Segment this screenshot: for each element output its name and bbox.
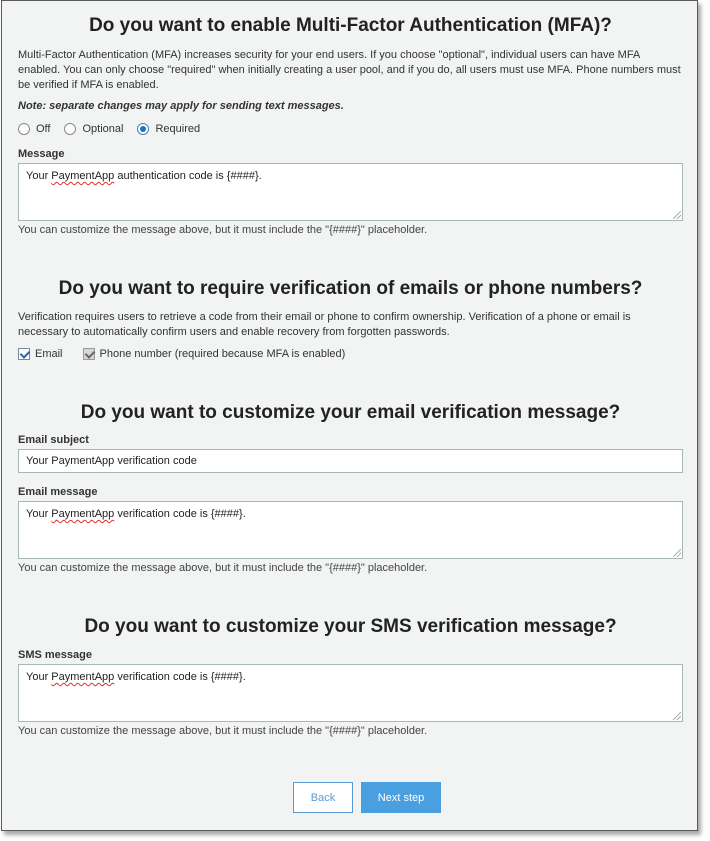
email-verification-section-title: Do you want to customize your email verification message? [80,402,621,423]
email-message-prefix: Your [26,508,52,520]
verify-email-checkbox[interactable] [18,348,30,360]
mfa-message-suffix: authentication code is {####}. [114,170,262,182]
email-message-suffix: verification code is {####}. [114,508,246,520]
mfa-option-required-label: Required [155,123,201,135]
email-message-label: Email message [18,486,98,498]
mfa-message-textarea[interactable] [18,163,683,221]
verify-email-label: Email [35,348,63,360]
radio-required[interactable] [137,123,149,135]
next-step-button[interactable]: Next step [361,782,441,813]
email-subject-label: Email subject [18,434,89,446]
verification-section-title: Do you want to require verification of emails or phone numbers? [58,278,643,299]
mfa-option-off-label: Off [36,123,51,135]
mfa-option-required[interactable] [137,123,200,135]
mfa-message-app: PaymentApp [51,170,115,182]
sms-message-label: SMS message [18,649,92,661]
verification-description: Verification requires users to retrieve a code from their email or phone to confirm ownership. Verification of a phone or email is necessary to automatically confirm users and enable recovery from forgotten passwords. [18,311,631,338]
verify-email-option[interactable] [18,348,63,360]
email-message-hint: You can customize the message above, but it must include the "{####}" placeholder. [18,562,428,574]
email-message-textarea[interactable] [18,501,683,559]
mfa-section-title: Do you want to enable Multi-Factor Authentication (MFA)? [89,15,612,36]
sms-message-prefix: Your [26,671,52,683]
resize-handle[interactable] [673,549,681,557]
sms-message-suffix: verification code is {####}. [114,671,246,683]
verification-checkbox-group [18,348,359,360]
email-message-app: PaymentApp [51,508,115,520]
radio-optional[interactable] [64,123,76,135]
mfa-note: Note: separate changes may apply for sending text messages. [18,100,344,112]
mfa-message-prefix: Your [26,170,52,182]
sms-message-app: PaymentApp [51,671,115,683]
sms-message-hint: You can customize the message above, but it must include the "{####}" placeholder. [18,725,428,737]
email-subject-input[interactable]: Your PaymentApp verification code [18,449,683,473]
verify-phone-option [83,348,346,360]
back-button[interactable]: Back [293,782,353,813]
resize-handle[interactable] [673,211,681,219]
radio-off[interactable] [18,123,30,135]
sms-message-textarea[interactable] [18,664,683,722]
mfa-message-hint: You can customize the message above, but it must include the "{####}" placeholder. [18,224,428,236]
mfa-option-optional[interactable] [64,123,123,135]
mfa-option-off[interactable] [18,123,50,135]
mfa-description: Multi-Factor Authentication (MFA) increases security for your end users. If you choose "optional", individual users can have MFA enabled. You can only choose "required" when initially creating a user pool, and if you do, all users must use MFA. Phone numbers must be verified if MFA is enabled. [18,49,681,91]
mfa-radio-group [18,123,214,135]
wizard-panel [1,0,698,831]
mfa-message-label: Message [18,148,65,160]
mfa-option-optional-label: Optional [82,123,124,135]
verify-phone-checkbox [83,348,95,360]
verify-phone-label: Phone number (required because MFA is enabled) [99,348,346,360]
resize-handle[interactable] [673,712,681,720]
sms-verification-section-title: Do you want to customize your SMS verification message? [84,616,617,637]
